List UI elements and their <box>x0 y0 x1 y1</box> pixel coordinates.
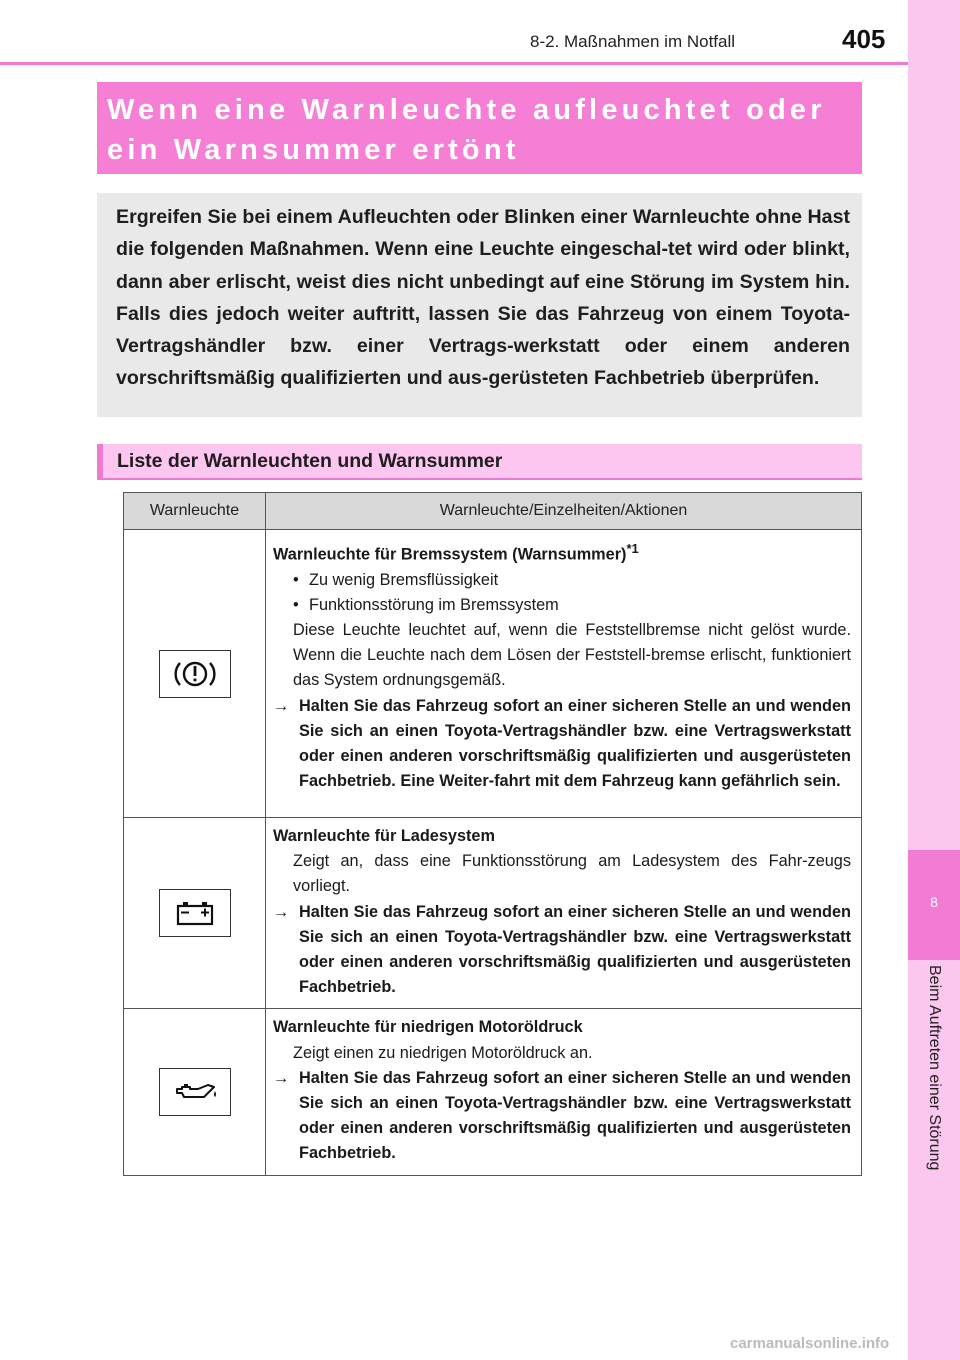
header-divider <box>0 62 908 65</box>
subheading-accent <box>97 444 103 478</box>
column-header-light: Warnleuchte <box>124 493 266 530</box>
warning-light-table <box>123 492 862 1176</box>
row-title: Warnleuchte für Bremssystem (Warnsummer)$^{*1}$ <box>273 541 639 564</box>
icon-cell <box>124 1009 266 1175</box>
row-detail: Diese Leuchte leuchtet auf, wenn die Feststellbremse nicht gelöst wurde. Wenn die Leuchte nach dem Lösen der Feststell-bremse erlischt, funktioniert das System ordnungsgemäß. <box>293 621 851 690</box>
column-header-details: Warnleuchte/Einzelheiten/Aktionen <box>266 493 862 530</box>
action-text: Halten Sie das Fahrzeug sofort an einer sicheren Stelle an und wenden Sie sich an einen Toyota-Vertragshändler bzw. eine Vertragswerkstatt oder einen anderen vorschriftsmäßig qualifizierten und ausgerüsteten Fachbetrieb. <box>299 902 851 997</box>
table-row <box>124 1009 862 1175</box>
title-banner <box>97 82 862 174</box>
row-detail: Zeigt an, dass eine Funktionsstörung am Ladesystem des Fahr-zeugs vorliegt. <box>293 852 851 896</box>
row-description <box>266 530 862 818</box>
arrow-icon: → <box>273 902 290 921</box>
arrow-icon: → <box>273 1068 290 1087</box>
table-header-row <box>124 493 862 530</box>
page-title: Wenn eine Warnleuchte aufleuchtet oder ein Warnsummer ertönt <box>107 94 826 166</box>
subheading-bar <box>97 444 862 480</box>
chapter-label-container <box>908 965 960 1215</box>
row-action <box>273 694 851 795</box>
row-action <box>273 1066 851 1167</box>
list-item: • Zu wenig Bremsflüssigkeit <box>273 568 851 593</box>
action-text: Halten Sie das Fahrzeug sofort an einer sicheren Stelle an und wenden Sie sich an einen Toyota-Vertragshändler bzw. eine Vertragswerkstatt oder einen anderen vorschriftsmäßig qualifizierten und ausgerüsteten Fachbetrieb. Eine Weiter-fahrt mit dem Fahrzeug kann gefährlich sein. <box>299 696 851 791</box>
intro-box <box>97 193 862 417</box>
chapter-label: Beim Auftreten einer Störung <box>926 965 943 1171</box>
row-action <box>273 900 851 1001</box>
arrow-icon: → <box>273 696 290 715</box>
oil-can-icon <box>159 1068 231 1116</box>
battery-icon <box>159 889 231 937</box>
action-text: Halten Sie das Fahrzeug sofort an einer sicheren Stelle an und wenden Sie sich an einen Toyota-Vertragshändler bzw. eine Vertragswerkstatt oder einen anderen vorschriftsmäßig qualifizierten und ausgerüsteten Fachbetrieb. <box>299 1068 851 1163</box>
row-title: Warnleuchte für Ladesystem <box>273 827 495 845</box>
table-row <box>124 530 862 818</box>
row-description <box>266 1009 862 1175</box>
intro-text: Ergreifen Sie bei einem Aufleuchten oder Blinken einer Warnleuchte ohne Hast die folgenden Maßnahmen. Wenn eine Leuchte eingeschal-tet wird oder blinkt, dann aber erlischt, weist dies nicht unbedingt auf eine Störung im System hin. Falls dies jedoch weiter auftritt, lassen Sie das Fahrzeug von einem Toyota-Vertragshändler bzw. einer Vertrags-werkstatt oder einem anderen vorschriftsmäßig qualifizierten und aus-gerüsteten Fachbetrieb überprüfen. <box>116 206 850 390</box>
page-number: 405 <box>842 24 886 54</box>
subheading: Liste der Warnleuchten und Warnsummer <box>117 450 503 472</box>
footer-watermark: carmanualsonline.info <box>730 1335 890 1352</box>
row-title: Warnleuchte für niedrigen Motoröldruck <box>273 1018 583 1037</box>
list-item: • Funktionsstörung im Bremssystem <box>273 593 851 618</box>
row-detail: Zeigt einen zu niedrigen Motoröldruck an. <box>293 1043 593 1062</box>
chapter-number-tab[interactable] <box>908 850 960 960</box>
row-description <box>266 818 862 1009</box>
icon-cell <box>124 530 266 818</box>
table-row <box>124 818 862 1009</box>
chapter-number: 8 <box>930 894 938 910</box>
footnote-marker: *1 <box>626 541 639 556</box>
section-title: 8-2. Maßnahmen im Notfall <box>530 32 736 51</box>
icon-cell <box>124 818 266 1009</box>
brake-warning-icon <box>159 650 231 698</box>
